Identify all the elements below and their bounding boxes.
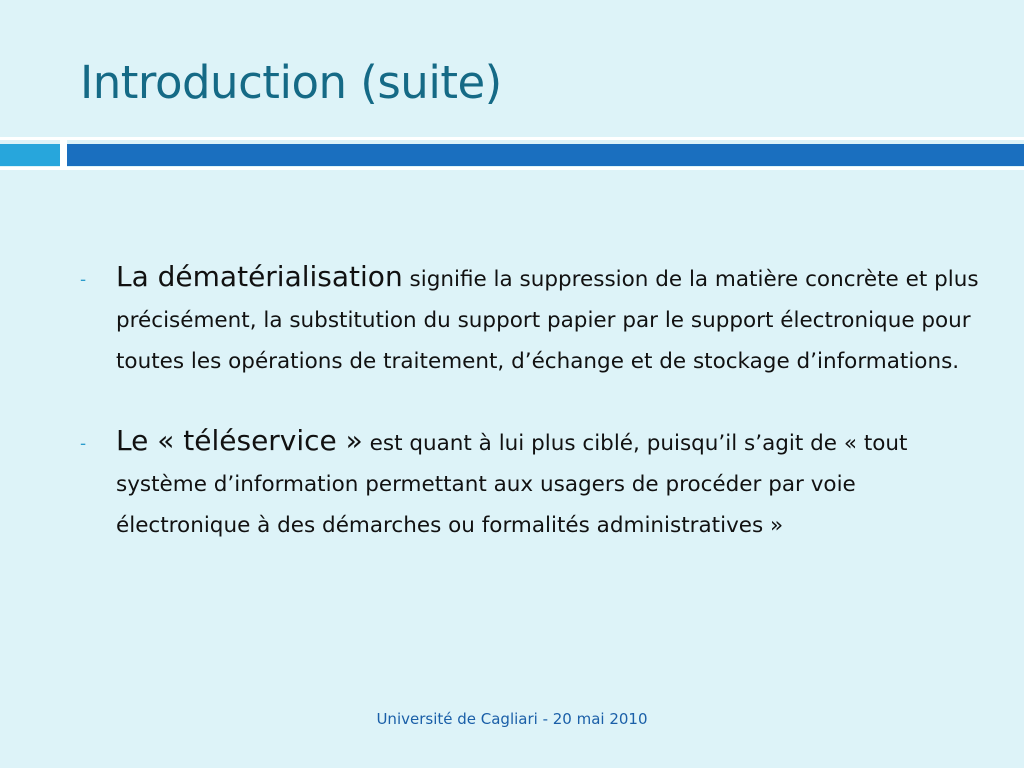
title-bar-separator [60,140,67,167]
bullet-item-dematerialisation [80,256,980,382]
bullet-paragraph [116,256,980,382]
bullet-body-text: signifie la suppression de la matière concrète et plus précisément, la substitution du support papier par le support électronique pour toutes les opérations de traitement, d’échange et de stockage d’informations. [116,267,979,374]
title-bar [67,144,1024,166]
bullet-item-teleservice [80,420,980,546]
title-bar-accent [0,144,60,166]
bullet-body-text: est quant à lui plus ciblé, puisqu’il s’agit de « tout système d’information permettant aux usagers de procéder par voie électronique à des démarches ou formalités administratives » [116,431,908,538]
bullet-lead-term: La dématérialisation [116,260,403,293]
title-rule-top [0,137,1024,140]
bullet-dash-icon: - [80,434,87,454]
bullet-list [80,256,980,546]
slide-footer: Université de Cagliari - 20 mai 2010 [376,710,648,728]
slide-title: Introduction (suite) [80,56,502,109]
bullet-lead-term: Le « téléservice » [116,424,363,457]
bullet-paragraph [116,420,980,546]
bullet-dash-icon: - [80,270,87,290]
title-rule-bottom [0,167,1024,170]
